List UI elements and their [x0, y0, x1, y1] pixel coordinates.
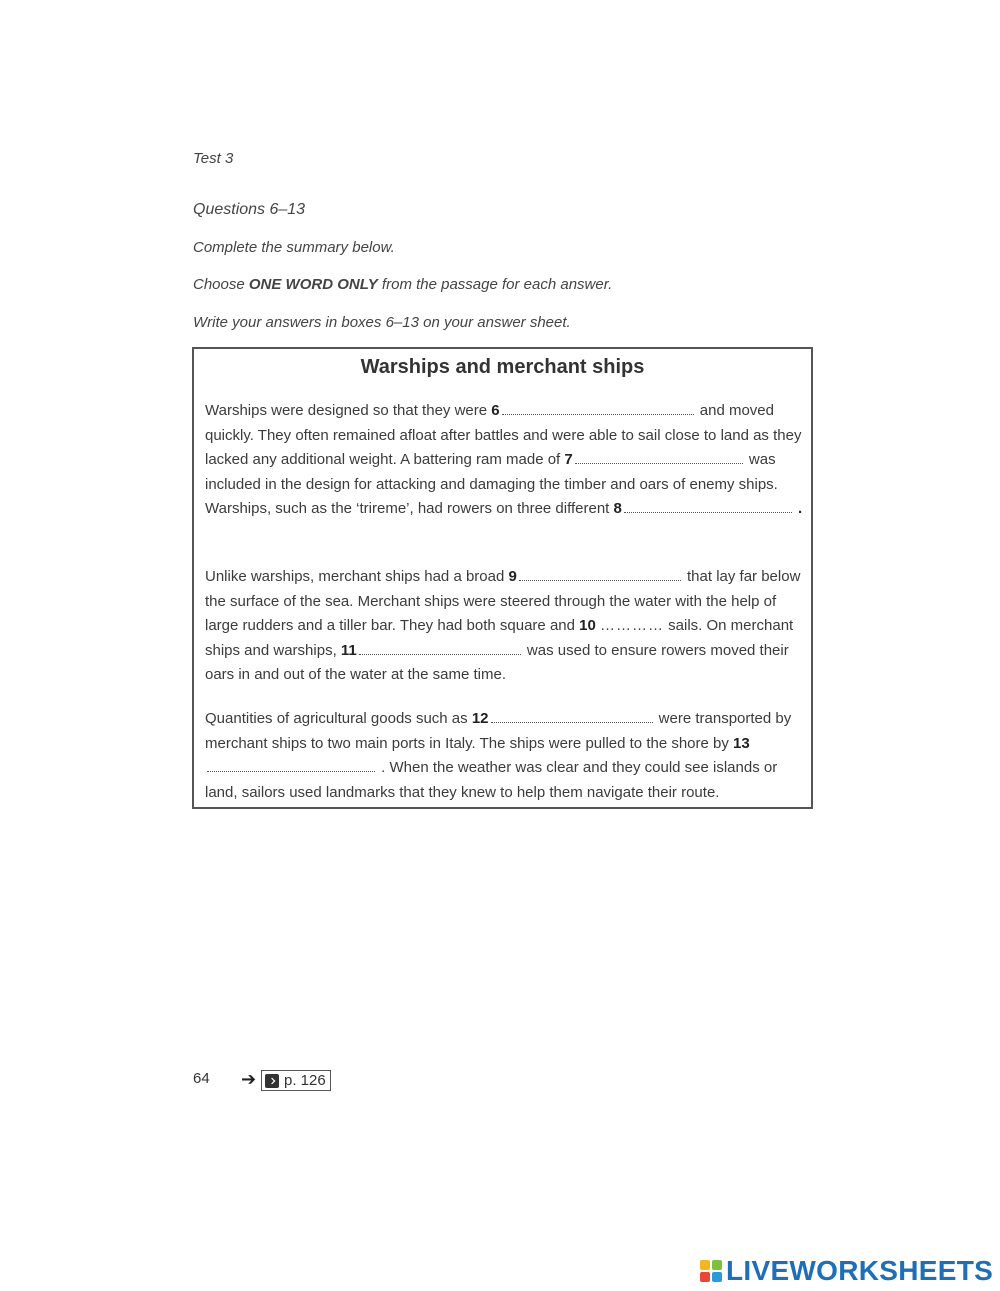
answer-gap-8[interactable] [624, 500, 792, 513]
summary-paragraph-2: Unlike warships, merchant ships had a broad 9 that lay far below the surface of the sea. Merchant ships were steered through the water with the help of large rudders and a tiller bar. They had both square and 10 ………… sails. On merchant ships and warships, 11 was used to ensure rowers moved their oars in and out of the water at the same time. [205, 568, 801, 684]
answer-gap-6[interactable] [502, 402, 694, 415]
question-number-6: 6 [491, 402, 500, 419]
summary-title: Warships and merchant ships [360, 356, 645, 378]
answer-key-page: p. 126 [284, 1072, 326, 1089]
question-number-8: 8 [613, 500, 622, 518]
summary-box [192, 347, 813, 809]
page-number: 64 [193, 1070, 210, 1087]
summary-paragraph-3: Quantities of agricultural goods such as 12 were transported by merchant ships to two main ports in Italy. The ships were pulled to the shore by 13 . When the weather was clear and they could see islands or land, sailors used landmarks that they knew to help them navigate their route. [205, 710, 792, 801]
answer-key-icon [265, 1074, 279, 1088]
question-number-11: 11 [340, 641, 357, 659]
questions-range-heading: Questions 6–13 [193, 201, 306, 218]
answer-gap-12[interactable] [491, 710, 653, 723]
question-number-13: 13 [733, 734, 750, 752]
logo-grid-icon [700, 1260, 722, 1282]
instruction-complete-summary: Complete the summary below. [193, 239, 395, 256]
answer-gap-10[interactable]: ………… [600, 617, 664, 635]
page-header-test-label: Test 3 [193, 150, 234, 167]
instruction-word-limit: Choose ONE WORD ONLY from the passage for each answer. [193, 276, 613, 293]
instruction-answer-sheet: Write your answers in boxes 6–13 on your answer sheet. [193, 314, 571, 331]
question-number-7: 7 [564, 451, 573, 469]
question-number-9: 9 [508, 568, 517, 585]
arrow-right-icon: ➔ [241, 1069, 257, 1089]
liveworksheets-logo [700, 1255, 993, 1287]
answer-gap-7[interactable] [575, 451, 743, 464]
answer-key-reference [261, 1070, 331, 1091]
logo-text: LIVEWORKSHEETS [726, 1255, 994, 1286]
word-limit-emphasis: ONE WORD ONLY [248, 276, 378, 293]
summary-paragraph-1: Warships were designed so that they were 6 and moved quickly. They often remained afloat after battles and were able to sail close to land as they lacked any additional weight. A battering ram made of 7 was included in the design for attacking and damaging the timber and oars of enemy ships. Warships, such as the ‘trireme’, had rowers on three different 8 . [205, 402, 803, 518]
answer-gap-11[interactable] [359, 642, 521, 655]
question-number-10: 10 [579, 617, 596, 635]
answer-gap-9[interactable] [519, 568, 681, 581]
answer-gap-13[interactable] [207, 759, 375, 772]
question-number-12: 12 [471, 710, 489, 727]
